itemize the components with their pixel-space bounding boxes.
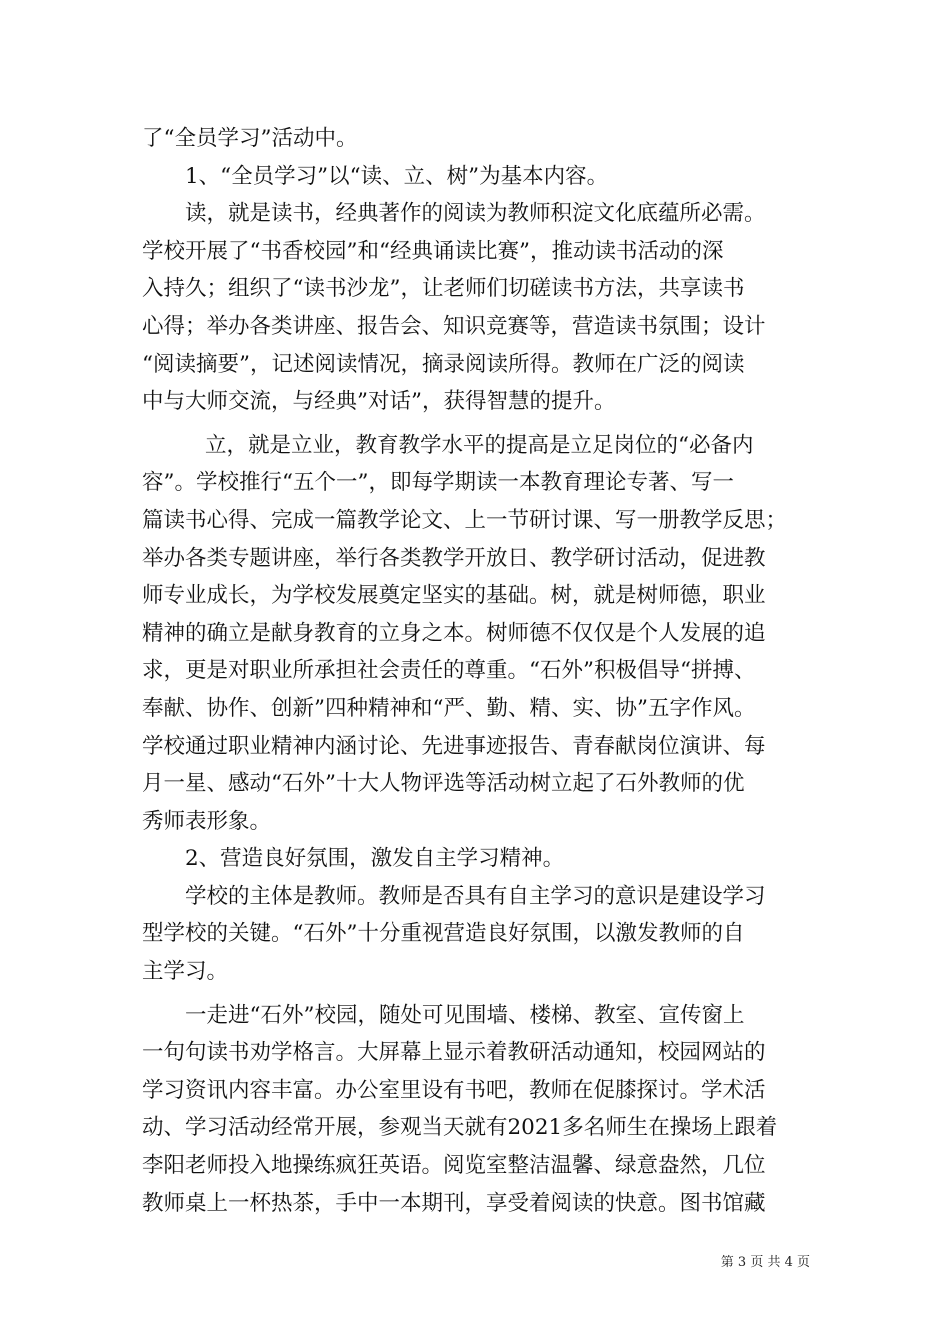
text-line: 了“全员学习”活动中。	[142, 126, 358, 151]
text-line: 奉献、协作、创新”四种精神和“严、勤、精、实、协”五字作风。	[142, 695, 756, 721]
text-line: 秀师表形象。	[142, 808, 272, 834]
section-heading: 2、营造良好氛围，激发自主学习精神。	[185, 846, 565, 872]
text-line: “阅读摘要”，记述阅读情况，摘录阅读所得。教师在广泛的阅读	[142, 351, 745, 377]
text-line: 心得；举办各类讲座、报告会、知识竞赛等，营造读书氛围；设计	[142, 313, 766, 339]
text-line: 师专业成长，为学校发展奠定坚实的基础。树，就是树师德，职业	[142, 583, 766, 609]
text-line: 容”。学校推行“五个一”，即每学期读一本教育理论专著、写一	[142, 470, 734, 496]
text-line: 篇读书心得、完成一篇教学论文、上一节研讨课、写一册教学反思；	[142, 507, 788, 533]
text-line: 主学习。	[142, 959, 229, 985]
text-line: 月一星、感动“石外”十大人物评选等活动树立起了石外教师的优	[142, 771, 745, 797]
text-line: 精神的确立是献身教育的立身之本。树师德不仅仅是个人发展的追	[142, 620, 766, 646]
text-line: 动、学习活动经常开展，参观当天就有2021多名师生在操场上跟着	[142, 1115, 778, 1141]
text-line: 一句句读书劝学格言。大屏幕上显示着教研活动通知，校园网站的	[142, 1040, 766, 1066]
text-line: 求，更是对职业所承担社会责任的尊重。“石外”积极倡导“拼搏、	[142, 658, 756, 684]
text-line: 李阳老师投入地操练疯狂英语。阅览室整洁温馨、绿意盎然，几位	[142, 1153, 766, 1179]
text-line: 教师桌上一杯热茶，手中一本期刊，享受着阅读的快意。图书馆藏	[142, 1190, 766, 1216]
text-line: 入持久；组织了“读书沙龙”，让老师们切磋读书方法，共享读书	[142, 276, 745, 302]
text-line: 学校的主体是教师。教师是否具有自主学习的意识是建设学习	[185, 883, 766, 909]
text-line: 中与大师交流，与经典”对话”，获得智慧的提升。	[142, 389, 616, 415]
text-line: 举办各类专题讲座，举行各类教学开放日、教学研讨活动，促进教	[142, 545, 766, 571]
text-line: 学习资讯内容丰富。办公室里设有书吧，教师在促膝探讨。学术活	[142, 1077, 766, 1103]
text-line: 学校开展了“书香校园”和“经典诵读比赛”，推动读书活动的深	[142, 238, 724, 264]
text-line: 读，就是读书，经典著作的阅读为教师积淀文化底蕴所必需。	[185, 201, 766, 227]
section-heading: 1、“全员学习”以“读、立、树”为基本内容。	[185, 163, 609, 189]
text-line: 立，就是立业，教育教学水平的提高是立足岗位的“必备内	[205, 432, 754, 458]
document-body	[142, 120, 812, 1222]
text-line: 一走进“石外”校园，随处可见围墙、楼梯、教室、宣传窗上	[185, 1002, 745, 1028]
page-number: 第 3 页 共 4 页	[720, 1255, 810, 1270]
text-line: 学校通过职业精神内涵讨论、先进事迹报告、青春献岗位演讲、每	[142, 733, 766, 759]
text-line: 型学校的关键。“石外”十分重视营造良好氛围，以激发教师的自	[142, 921, 745, 947]
